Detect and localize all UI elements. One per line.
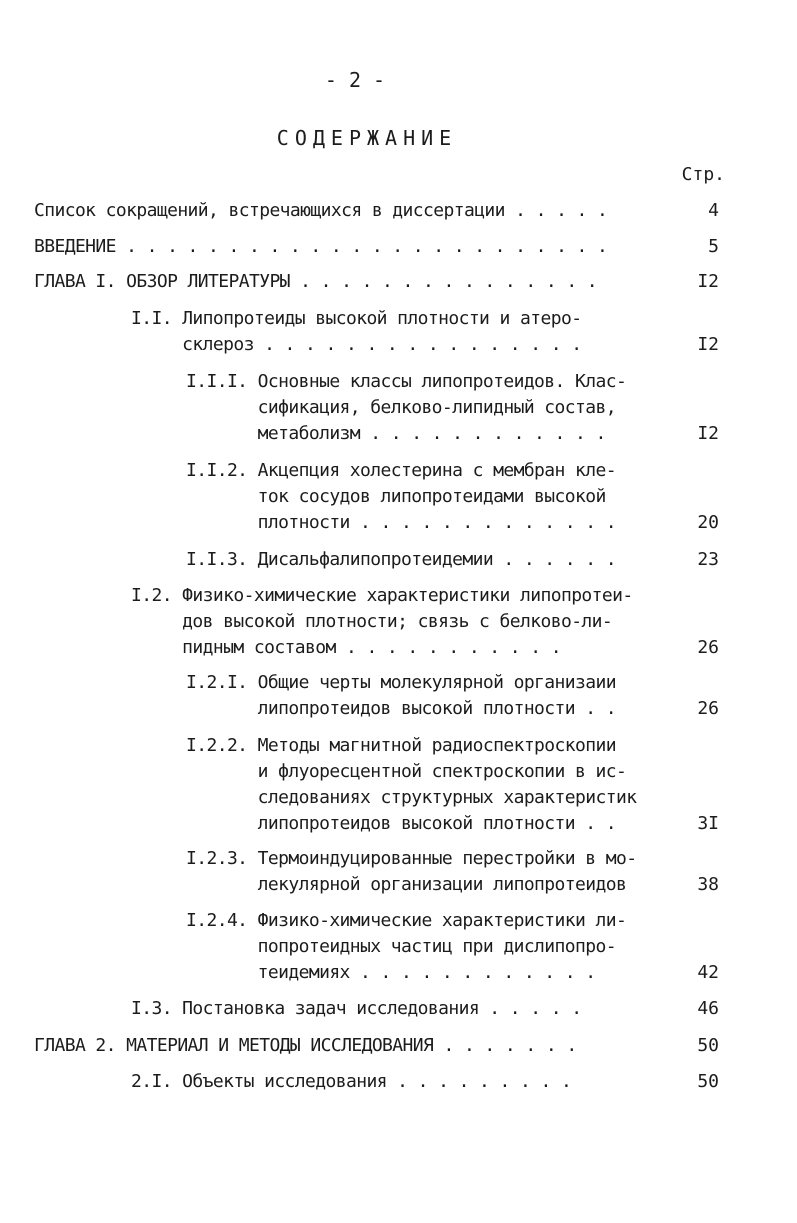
- toc-entry-line: дов высокой плотности; связь с белково-ли-: [131, 611, 613, 632]
- toc-page-num: 20: [697, 512, 719, 533]
- toc-entry-line: I.I.I. Основные классы липопротеидов. Клас-: [186, 371, 627, 392]
- toc-entry-line: склероз . . . . . . . . . . . . . . . .: [131, 334, 582, 355]
- toc-entry-line: I.2.4. Физико-химические характеристики ли-: [186, 910, 627, 931]
- toc-entry-line: I.2.3. Термоиндуцированные перестройки в мо-: [186, 848, 637, 869]
- toc-entry-line: ток сосудов липопротеидами высокой: [186, 486, 606, 507]
- toc-entry-line: и флуоресцентной спектроскопии в ис-: [186, 761, 627, 782]
- page-number: - 2 -: [324, 68, 386, 92]
- toc-page-num: 26: [697, 698, 719, 719]
- toc-entry-line: лекулярной организации липопротеидов: [186, 874, 627, 895]
- toc-entry-line: ВВЕДЕНИЕ . . . . . . . . . . . . . . . . . . . . . . . .: [34, 236, 608, 257]
- toc-entry-line: метаболизм . . . . . . . . . . . .: [186, 423, 606, 444]
- toc-page-num: 23: [697, 549, 719, 570]
- toc-page-num: I2: [697, 334, 719, 355]
- toc-page-num: 42: [697, 962, 719, 983]
- page-column-header: Стр.: [681, 164, 725, 185]
- toc-entry-line: I.2.2. Методы магнитной радиоспектроскопии: [186, 735, 616, 756]
- toc-page-num: 3I: [697, 813, 719, 834]
- toc-entry-line: липопротеидов высокой плотности . .: [186, 698, 616, 719]
- toc-entry-line: ГЛАВА I. ОБЗОР ЛИТЕРАТУРЫ . . . . . . . . . . . . . . .: [34, 271, 598, 292]
- toc-entry-line: I.2.I. Общие черты молекулярной организаии: [186, 672, 616, 693]
- toc-entry-line: плотности . . . . . . . . . . . . .: [186, 512, 616, 533]
- toc-entry-line: сификация, белково-липидный состав,: [186, 397, 616, 418]
- page-title: СОДЕРЖАНИЕ: [276, 126, 458, 150]
- toc-entry-line: I.I.3. Дисальфалипопротеидемии . . . . . .: [186, 549, 616, 570]
- toc-page-num: 50: [697, 1035, 719, 1056]
- toc-entry-line: Список сокращений, встречающихся в диссертации . . . . .: [34, 200, 608, 221]
- toc-entry-line: попротеидных частиц при дислипопро-: [186, 936, 616, 957]
- toc-entry-line: ГЛАВА 2. МАТЕРИАЛ И МЕТОДЫ ИССЛЕДОВАНИЯ . . . . . . .: [34, 1035, 577, 1056]
- toc-page-num: I2: [697, 271, 719, 292]
- toc-entry-line: пидным составом . . . . . . . . . . .: [131, 637, 561, 658]
- toc-entry-line: липопротеидов высокой плотности . .: [186, 813, 616, 834]
- toc-page-num: 46: [697, 998, 719, 1019]
- toc-entry-line: 2.I. Объекты исследования . . . . . . . . .: [131, 1071, 572, 1092]
- toc-page-num: 5: [708, 236, 719, 257]
- toc-page-num: 26: [697, 637, 719, 658]
- toc-page-num: 4: [708, 200, 719, 221]
- toc-entry-line: I.I. Липопротеиды высокой плотности и атеро-: [131, 308, 582, 329]
- toc-page-num: 50: [697, 1071, 719, 1092]
- toc-entry-line: I.I.2. Акцепция холестерина с мембран кле-: [186, 460, 616, 481]
- toc-page-num: 38: [697, 874, 719, 895]
- toc-entry-line: теидемиях . . . . . . . . . . . .: [186, 962, 596, 983]
- toc-page-num: I2: [697, 423, 719, 444]
- toc-entry-line: I.3. Постановка задач исследования . . . . .: [131, 998, 582, 1019]
- toc-entry-line: I.2. Физико-химические характеристики липопротеи-: [131, 585, 633, 606]
- toc-entry-line: следованиях структурных характеристик: [186, 787, 637, 808]
